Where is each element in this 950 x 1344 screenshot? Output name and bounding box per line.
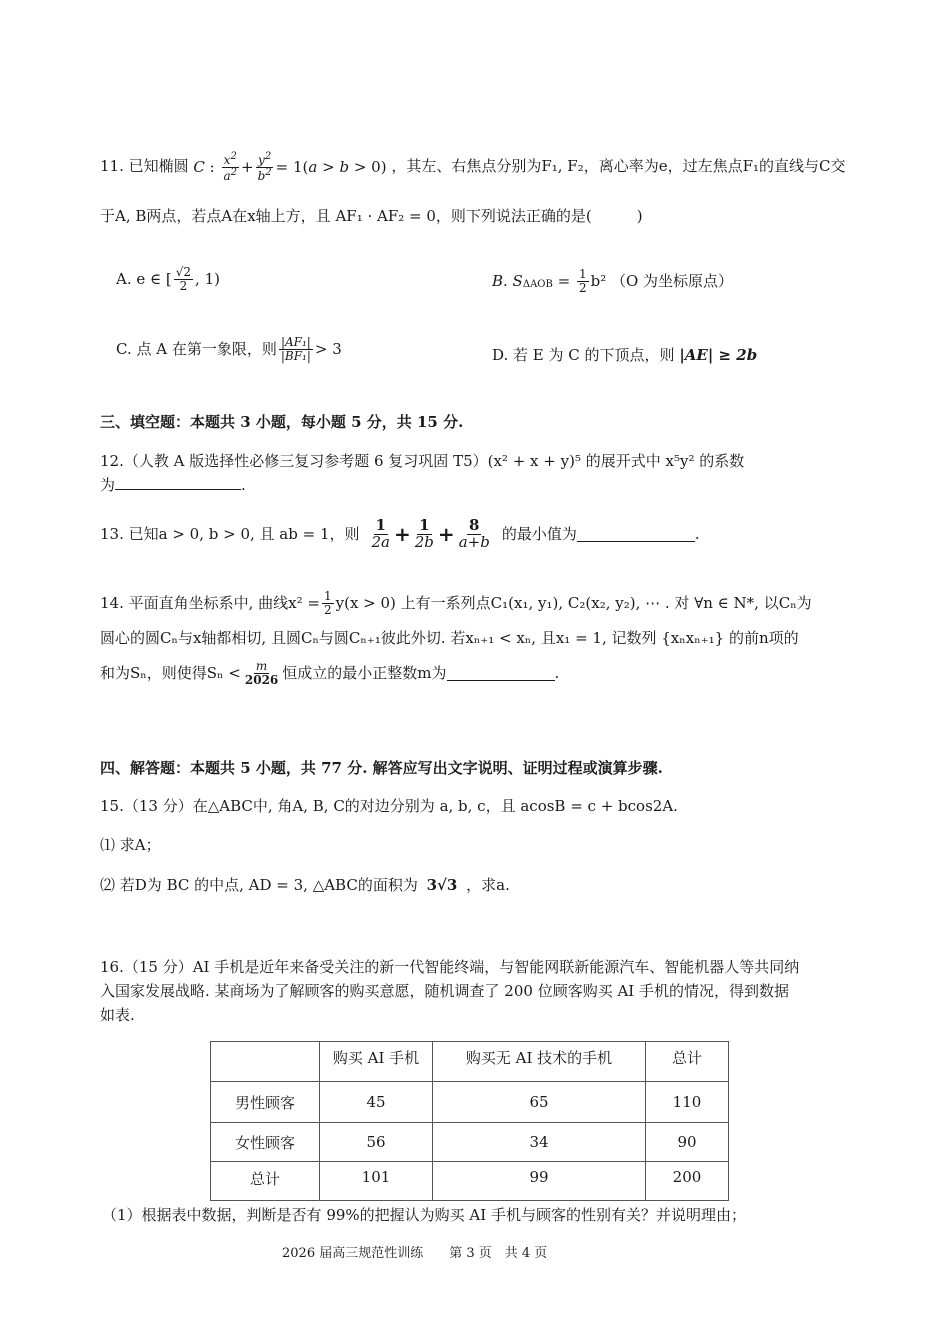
option-c-fraction: $\frac{\text{|AF₁|}}{\text{|BF₁|}}$ bbox=[280, 335, 311, 363]
q11-line1 bbox=[100, 152, 846, 182]
q16-subquestion-1: （1）根据表中数据，判断是否有 99%的把握认为购买 AI 手机与顾客的性别有关？并说明理由； bbox=[102, 1206, 746, 1224]
option-a-fraction: $\frac{√2}{2}$ bbox=[175, 265, 192, 293]
table-header-cell bbox=[211, 1042, 320, 1082]
q14-line1: 14. 平面直角坐标系中, 曲线x² = $\frac{1}{2}$ y(x > 0) 上有一系列点C₁(x₁, y₁), C₂(x₂, y₂), ⋯ . 对 ∀n ∈ N*, 以Cₙ为 bbox=[100, 589, 812, 617]
q14-line2: 圆心的圆Cₙ与x轴都相切, 且圆Cₙ与圆Cₙ₊₁彼此外切. 若xₙ₊₁ < xₙ, 且x₁ = 1, 记数列 {xₙxₙ₊₁} 的前n项的 bbox=[100, 629, 799, 647]
q11-option-c: C. 点 A 在第一象限，则 $\frac{\text{|AF₁|}}{\text{|BF₁|}}$ > 3 bbox=[116, 335, 342, 363]
q11-option-a: A. e ∈ [ $\frac{√2}{2}$ , 1) bbox=[116, 265, 220, 293]
option-b-fraction: $\frac{1}{2}$ bbox=[578, 266, 587, 295]
q11-line2: 于A, B两点，若点A在x轴上方，且 AF₁ · AF₂ = 0，则下列说法正确的是( ) bbox=[100, 207, 643, 225]
table-row bbox=[211, 1162, 729, 1201]
q15-part1: ⑴ 求A； bbox=[100, 836, 161, 854]
survey-table bbox=[210, 1041, 729, 1201]
q12-line2: 为 . bbox=[100, 476, 246, 494]
table-row bbox=[211, 1123, 729, 1162]
table-cell: 34 bbox=[433, 1123, 646, 1162]
table-cell: 110 bbox=[646, 1082, 729, 1123]
q13-answer-blank[interactable] bbox=[577, 540, 695, 542]
table-cell: 200 bbox=[646, 1162, 729, 1201]
table-cell: 65 bbox=[433, 1082, 646, 1123]
table-cell: 99 bbox=[433, 1162, 646, 1201]
table-cell: 56 bbox=[320, 1123, 433, 1162]
q16-line2: 入国家发展战略. 某商场为了解顾客的购买意愿，随机调查了 200 位顾客购买 AI 手机的情况，得到数据 bbox=[100, 982, 790, 1000]
q15-line1: 15.（13 分）在△ABC中, 角A, B, C的对边分别为 a, b, c，且 acosB = c + bcos2A. bbox=[100, 797, 678, 815]
table-row bbox=[211, 1082, 729, 1123]
page-footer: 2026 届高三规范性训练 第 3 页 共 4 页 bbox=[282, 1246, 548, 1261]
q11-suffix: ，其左、右焦点分别为F₁, F₂，离心率为e，过左焦点F₁的直线与C交 bbox=[391, 157, 846, 176]
q12-answer-blank[interactable] bbox=[115, 488, 241, 490]
q16-line3: 如表. bbox=[100, 1006, 135, 1024]
table-header-cell: 总计 bbox=[646, 1042, 729, 1082]
q14-answer-blank[interactable] bbox=[447, 679, 555, 681]
table-header-cell: 购买 AI 手机 bbox=[320, 1042, 433, 1082]
table-header-cell: 购买无 AI 技术的手机 bbox=[433, 1042, 646, 1082]
q11-prefix: 11. 已知椭圆 bbox=[100, 157, 189, 176]
q11-option-d: D. 若 E 为 C 的下顶点，则 |AE| ≥ 2b bbox=[492, 346, 758, 364]
q13-line: 13. 已知a > 0, b > 0, 且 ab = 1，则 $\frac{1}{2a}$ + $\frac{1}{2b}$ + $\frac{8}{a+b}$ 的最小值为 . bbox=[100, 516, 700, 551]
section4-title: 四、解答题：本题共 5 小题，共 77 分. 解答应写出文字说明、证明过程或演算步骤. bbox=[100, 759, 663, 777]
q12-line1: 12.（人教 A 版选择性必修三复习参考题 6 复习巩固 T5）(x² + x + y)⁵ 的展开式中 x⁵y² 的系数 bbox=[100, 452, 745, 470]
table-cell: 男性顾客 bbox=[211, 1082, 320, 1123]
table-cell: 女性顾客 bbox=[211, 1123, 320, 1162]
q14-line3: 和为Sₙ，则使得Sₙ < $\frac{m}{2026}$ 恒成立的最小正整数m为 . bbox=[100, 659, 560, 687]
q11-option-b: B. S $_{\Delta AOB}$ = $\frac{1}{2}$ b² （O 为坐标原点） bbox=[492, 266, 734, 295]
ellipse-equation: C : $\frac{x^2}{a^2}$ + $\frac{y^2}{b^2}$ = 1(a > b > 0) bbox=[193, 151, 387, 183]
q15-part2: ⑵ 若D为 BC 的中点, AD = 3, △ABC的面积为 3√3 ，求a. bbox=[100, 876, 510, 894]
table-cell: 总计 bbox=[211, 1162, 320, 1201]
table-cell: 90 bbox=[646, 1123, 729, 1162]
table-cell: 101 bbox=[320, 1162, 433, 1201]
table-cell: 45 bbox=[320, 1082, 433, 1123]
table-header-row bbox=[211, 1042, 729, 1082]
q16-line1: 16.（15 分）AI 手机是近年来备受关注的新一代智能终端，与智能网联新能源汽车、智能机器人等共同纳 bbox=[100, 958, 800, 976]
section3-title: 三、填空题：本题共 3 小题，每小题 5 分，共 15 分. bbox=[100, 413, 464, 431]
